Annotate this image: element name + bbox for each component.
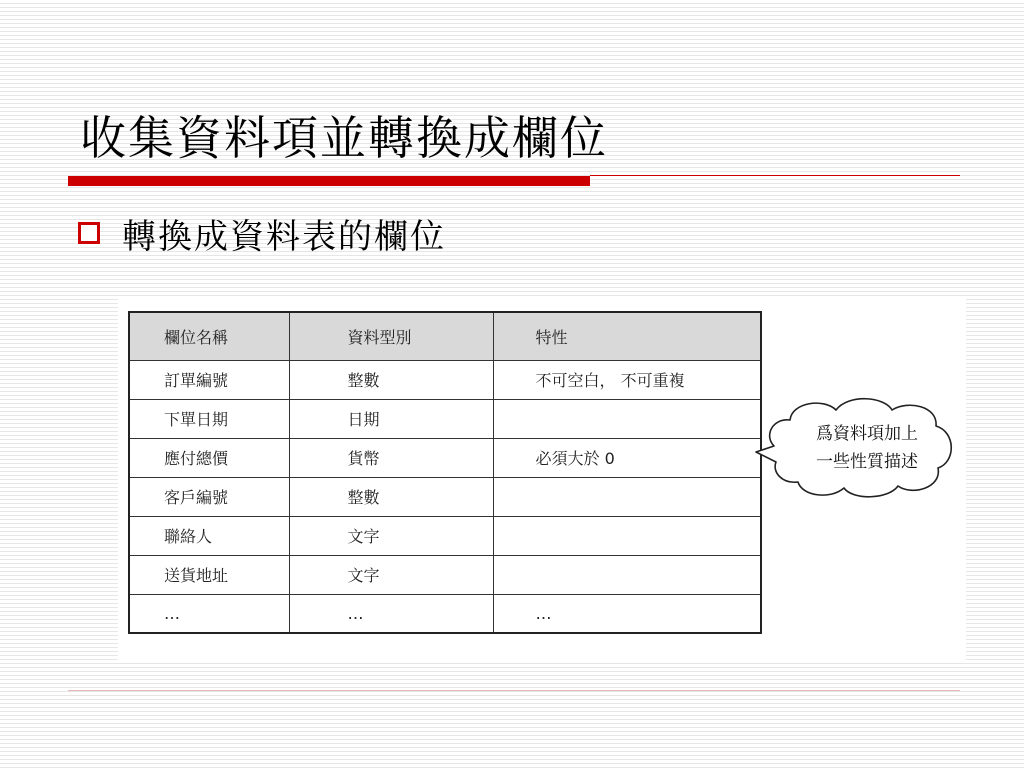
bullet-item [78,206,446,260]
table-row [129,477,761,516]
table-row [129,360,761,399]
cell-property [493,477,761,516]
callout-text [792,420,942,476]
cloud-callout [752,392,962,500]
cell-data-type: … [289,594,493,633]
table-row [129,555,761,594]
cell-field-name: 訂單編號 [129,360,289,399]
cell-data-type: 日期 [289,399,493,438]
field-table [128,311,762,634]
table-row [129,516,761,555]
header-data-type: 資料型別 [289,312,493,360]
cell-field-name: 聯絡人 [129,516,289,555]
cell-field-name: … [129,594,289,633]
header-property: 特性 [493,312,761,360]
callout-line: 爲資料項加上 [816,424,918,444]
cell-field-name: 送貨地址 [129,555,289,594]
cell-property [493,516,761,555]
cell-data-type: 文字 [289,516,493,555]
table-figure [118,296,966,662]
table-row [129,438,761,477]
bullet-text: 轉換成資料表的欄位 [122,216,446,257]
cell-field-name: 客戶編號 [129,477,289,516]
cell-data-type: 整數 [289,360,493,399]
cell-property [493,399,761,438]
table-row [129,594,761,633]
cell-data-type: 文字 [289,555,493,594]
cell-data-type: 貨幣 [289,438,493,477]
cell-property: 不可空白， 不可重複 [493,360,761,399]
cell-field-name: 應付總價 [129,438,289,477]
footer-divider [68,690,960,691]
title-underline [68,176,590,186]
cell-property: 必須大於 0 [493,438,761,477]
square-bullet-icon [78,222,100,244]
header-field-name: 欄位名稱 [129,312,289,360]
cell-property [493,555,761,594]
slide-title: 收集資料項並轉換成欄位 [80,111,608,165]
table-row [129,399,761,438]
cell-data-type: 整數 [289,477,493,516]
callout-line: 一些性質描述 [816,452,918,472]
cell-field-name: 下單日期 [129,399,289,438]
title-underline-thin [590,175,960,176]
cell-property: … [493,594,761,633]
table-header-row [129,312,761,360]
